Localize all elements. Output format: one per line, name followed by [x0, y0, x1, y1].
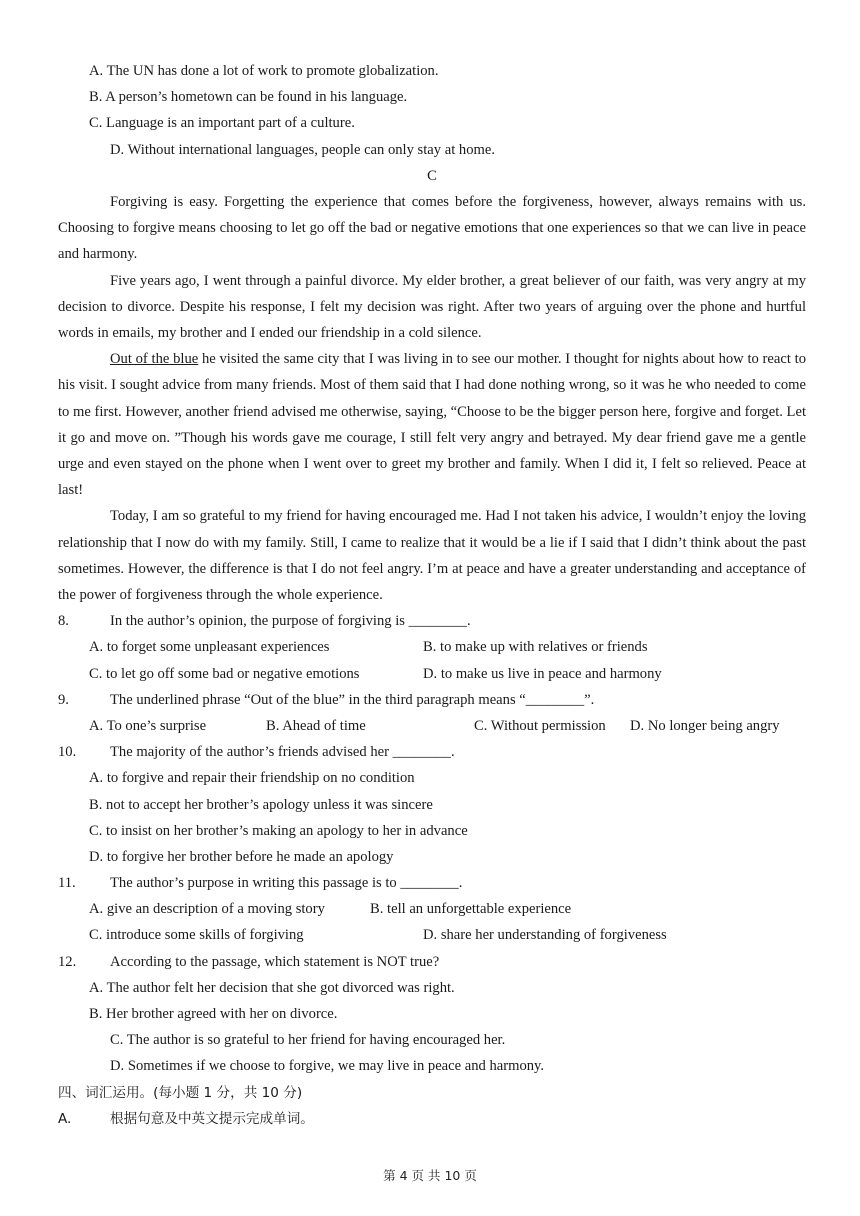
- q9-option-c: C. Without permission: [474, 717, 606, 734]
- question-number: 12.: [58, 953, 77, 970]
- passage-heading: C: [427, 167, 437, 184]
- question-number: 11.: [58, 875, 76, 892]
- question-10: [58, 739, 806, 765]
- question-number: 9.: [58, 691, 69, 708]
- passage-paragraph-3-text: he visited the same city that I was living in to see our mother. I thought for nights about how to react to his visit. I sought advice from many friends. Most of them said that I had done nothing wrong, so it was he who needed to come to me first. However, another friend advised me otherwise, saying, “Choose to be the bigger person here, forgive and forget. Let it go and move on. ”Though his words gave me courage, I still felt very angry and betrayed. My dear friend gave me a gentle urge and even stayed on the phone when I went over to greet my brother and family. When I did it, I felt so relieved. Peace at last!: [58, 351, 806, 499]
- q10-option-c: C. to insist on her brother’s making an apology to her in advance: [89, 822, 468, 839]
- q11-options-row-1: [58, 896, 806, 922]
- q7-option-d: D. Without international languages, people can only stay at home.: [110, 141, 495, 158]
- question-stem: According to the passage, which statement is NOT true?: [110, 953, 440, 970]
- passage-paragraph-4: Today, I am so grateful to my friend for having encouraged me. Had I not taken his advice, I wouldn’t enjoy the loving relationship that I now do with my family. Still, I came to realize that it would be a lie if I said that I didn’t think about the past sometimes. However, the difference is that I do not feel angry. I’m at peace and have a greater understanding and acceptance of the power of forgiveness through the whole experience.: [58, 508, 806, 603]
- q8-option-a: A. to forget some unpleasant experiences: [89, 639, 330, 656]
- question-8: [58, 608, 806, 634]
- q8-option-b: B. to make up with relatives or friends: [423, 639, 648, 656]
- underlined-phrase: Out of the blue: [110, 351, 199, 368]
- q7-option-b: B. A person’s hometown can be found in his language.: [89, 89, 408, 106]
- q7-option-c: C. Language is an important part of a culture.: [89, 115, 355, 132]
- q12-option-b: B. Her brother agreed with her on divorce.: [89, 1006, 338, 1022]
- section-4-title: 四、词汇运用。(每小题 1 分，共 10 分): [58, 1084, 303, 1101]
- passage-paragraph-1: Forgiving is easy. Forgetting the experience that comes before the forgiveness, however, always remains with us. Choosing to forgive means choosing to let go off the bad or negative emotions that one experiences so that we can live in peace and harmony.: [58, 193, 806, 263]
- question-number: 8.: [58, 613, 69, 630]
- q8-option-d: D. to make us live in peace and harmony: [423, 665, 662, 682]
- q9-option-d: D. No longer being angry: [630, 717, 780, 734]
- question-12: [58, 949, 806, 975]
- q9-option-b: B. Ahead of time: [266, 717, 366, 734]
- question-stem: The underlined phrase “Out of the blue” in the third paragraph means “________”.: [110, 691, 595, 708]
- question-number: 10.: [58, 744, 77, 761]
- question-9: [58, 687, 806, 713]
- q8-option-c: C. to let go off some bad or negative emotions: [89, 665, 360, 682]
- q12-option-d: D. Sometimes if we choose to forgive, we may live in peace and harmony.: [110, 1058, 545, 1075]
- document-page: [58, 58, 806, 1132]
- passage-paragraph-2: Five years ago, I went through a painful divorce. My elder brother, a great believer of our faith, was very angry at my decision to divorce. Despite his response, I felt my decision was right. After two years of arguing over the phone and hurtful words in emails, my brother and I ended our friendship in a cold silence.: [58, 272, 806, 341]
- q11-option-b: B. tell an unforgettable experience: [370, 901, 572, 918]
- question-stem: In the author’s opinion, the purpose of forgiving is ________.: [110, 613, 471, 630]
- q7-option-a: A. The UN has done a lot of work to promote globalization.: [89, 63, 439, 79]
- question-stem: The majority of the author’s friends advised her ________.: [110, 744, 455, 761]
- q10-option-d: D. to forgive her brother before he made an apology: [89, 848, 394, 865]
- section-4-part-a: [58, 1106, 806, 1132]
- q11-option-c: C. introduce some skills of forgiving: [89, 927, 304, 944]
- q9-option-a: A. To one’s surprise: [89, 717, 207, 734]
- passage-paragraph-3: [58, 346, 806, 503]
- q11-option-a: A. give an description of a moving story: [89, 901, 325, 918]
- q11-option-d: D. share her understanding of forgiveness: [423, 927, 667, 944]
- q10-option-b: B. not to accept her brother’s apology unless it was sincere: [89, 796, 433, 813]
- part-a-instruction: 根据句意及中英文提示完成单词。: [110, 1110, 314, 1127]
- q12-option-a: A. The author felt her decision that she got divorced was right.: [89, 979, 455, 996]
- q8-options-row-2: [58, 661, 806, 687]
- q12-option-c: C. The author is so grateful to her friend for having encouraged her.: [110, 1032, 506, 1049]
- page-footer: 第 4 页 共 10 页: [383, 1168, 477, 1183]
- part-a-label: A.: [58, 1110, 72, 1127]
- q11-options-row-2: [58, 922, 806, 948]
- q10-option-a: A. to forgive and repair their friendship on no condition: [89, 770, 415, 787]
- question-11: [58, 870, 806, 896]
- q9-options-row: [58, 713, 806, 739]
- question-stem: The author’s purpose in writing this passage is to ________.: [110, 875, 463, 892]
- q8-options-row-1: [58, 634, 806, 660]
